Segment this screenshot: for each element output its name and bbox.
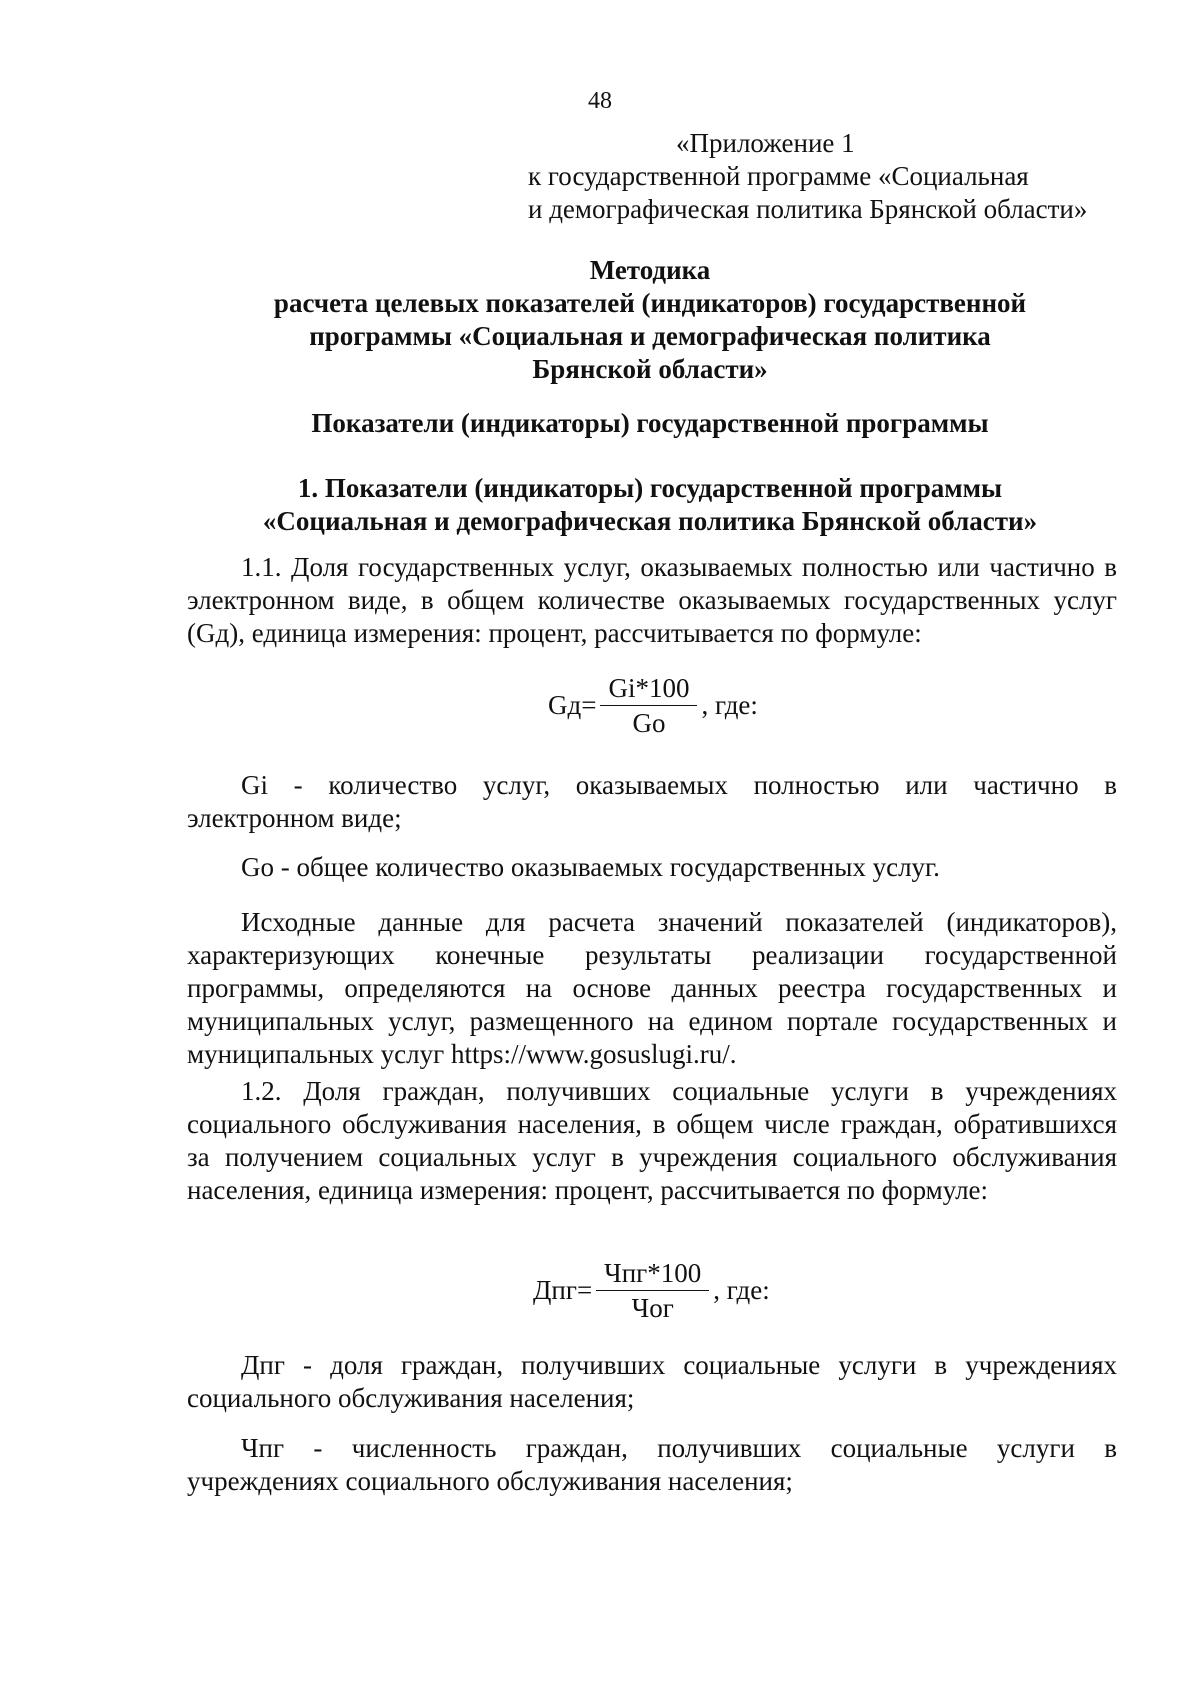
formula-dpg-denominator: Чог [631,1293,674,1323]
title-line-4: Брянской области» [532,354,768,384]
definition-dpg: Дпг - доля граждан, получивших социальные услуги в учреждениях социального обслуживания населения; [187,1350,1117,1413]
formula-dpg [533,1258,770,1323]
formula-gd [548,673,758,738]
title-line-1: Методика [589,255,711,285]
formula-gd-tail: , где: [701,690,758,720]
subsection-heading [150,472,1150,538]
formula-gd-fraction [600,673,697,738]
appendix-line-3: и демографическая политика Брянской области» [528,194,1088,224]
source-paragraph: Исходные данные для расчета значений показателей (индикаторов), характеризующих конечные результаты реализации государственной программы, определяются на основе данных реестра государственных и муниципальных услуг, размещенного на едином портале государственных и муниципальных услуг https://www.gosuslugi.ru/. [187,907,1117,1069]
formula-gd-numerator: Gi*100 [600,673,697,706]
definition-gi: Gi - количество услуг, оказываемых полностью или частично в электронном виде; [187,770,1117,833]
formula-gd-lhs: Gд= [548,690,597,720]
formula-dpg-tail: , где: [713,1275,770,1305]
subsection-heading-line-2: «Социальная и демографическая политика Брянской области» [262,506,1038,536]
document-title [150,254,1150,386]
formula-dpg-numerator: Чпг*100 [596,1258,709,1291]
formula-gd-denominator: Go [632,708,666,738]
item-1-1-paragraph: 1.1. Доля государственных услуг, оказываемых полностью или частично в электронном виде, в общем количестве оказываемых государственных услуг (Gд), единица измерения: процент, рассчитывается по формуле: [187,552,1117,648]
section-heading: Показатели (индикаторы) государственной программы [311,408,989,438]
title-line-3: программы «Социальная и демографическая политика [309,321,991,351]
formula-dpg-fraction [596,1258,709,1323]
appendix-line-2: к государственной программе «Социальная [528,161,1029,191]
definition-chpg: Чпг - численность граждан, получивших социальные услуги в учреждениях социального обслуживания населения; [187,1433,1117,1496]
appendix-reference [528,127,1128,226]
definition-go: Go - общее количество оказываемых государственных услуг. [241,852,940,882]
appendix-line-1: «Приложение 1 [676,128,855,158]
item-1-2-paragraph: 1.2. Доля граждан, получивших социальные услуги в учреждениях социального обслуживания населения, в общем числе граждан, обратившихся за получением социальных услуг в учреждения социального обслуживания населения, единица измерения: процент, рассчитывается по формуле: [187,1076,1117,1205]
subsection-heading-line-1: 1. Показатели (индикаторы) государственной программы [297,473,1003,503]
formula-dpg-lhs: Дпг= [533,1275,593,1305]
title-line-2: расчета целевых показателей (индикаторов) государственной [273,288,1027,318]
page-number: 48 [588,88,612,114]
